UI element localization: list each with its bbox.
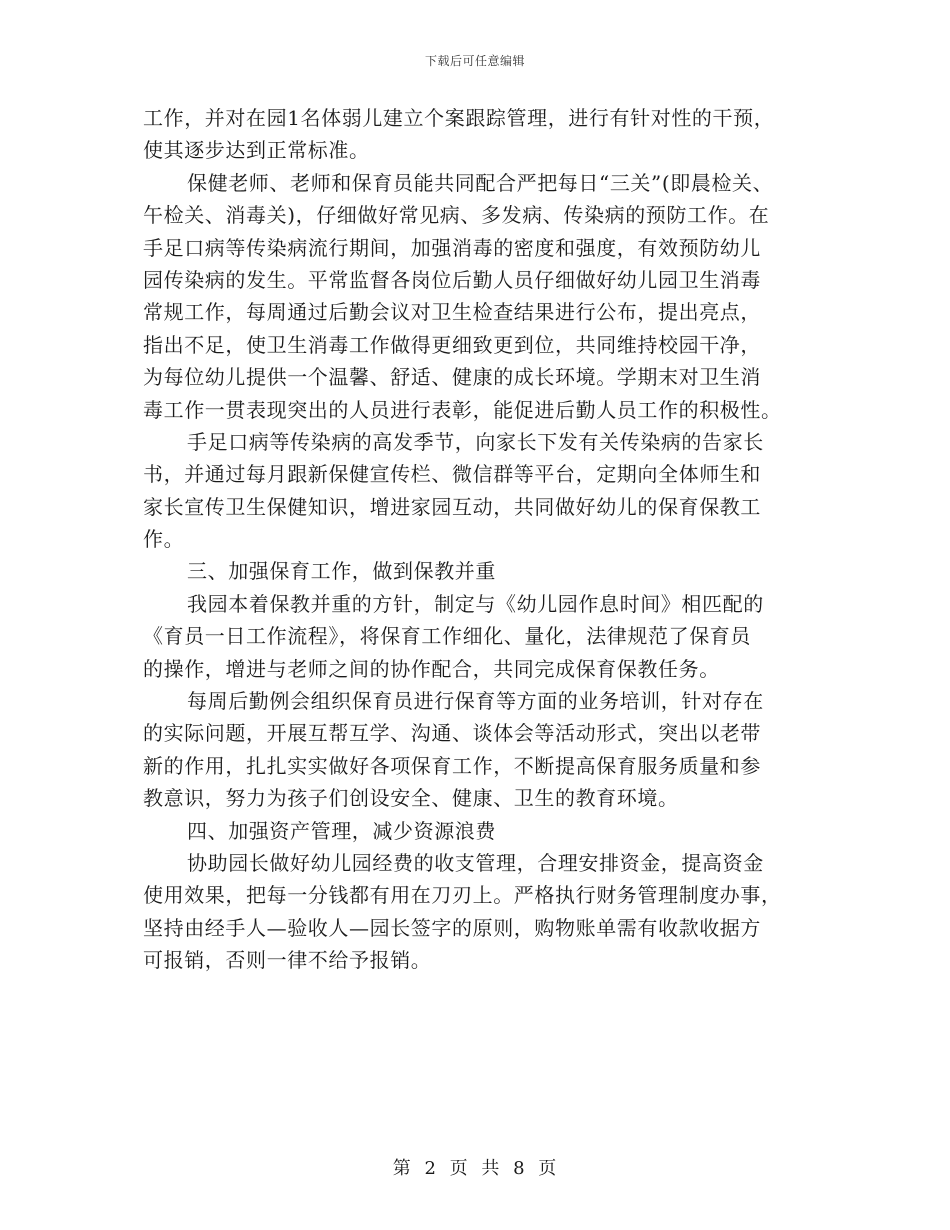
footer-suffix: 页 xyxy=(538,1158,558,1179)
body-line: 园传染病的发生。平常监督各岗位后勤人员仔细做好幼儿园卫生消毒 xyxy=(143,267,761,292)
body-line: 坚持由经手人—验收人—园长签字的原则，购物账单需有收款收据方 xyxy=(143,915,761,940)
section-heading: 四、加强资产管理，减少资源浪费 xyxy=(187,818,496,843)
body-line: 家长宣传卫生保健知识，增进家园互动，共同做好幼儿的保育保教工 xyxy=(143,494,761,519)
body-line: 毒工作一贯表现突出的人员进行表彰，能促进后勤人员工作的积极性。 xyxy=(143,397,782,422)
body-line: 手足口病等传染病流行期间，加强消毒的密度和强度，有效预防幼儿 xyxy=(143,235,761,260)
body-line: 每周后勤例会组织保育员进行保育等方面的业务培训，针对存在 xyxy=(187,689,764,714)
body-line: 新的作用，扎扎实实做好各项保育工作，不断提高保育服务质量和参 xyxy=(143,753,761,778)
body-line: 书，并通过每月跟新保健宣传栏、微信群等平台，定期向全体师生和 xyxy=(143,462,761,487)
document-body xyxy=(143,102,833,977)
body-line: 我园本着保教并重的方针，制定与《幼儿园作息时间》相匹配的 xyxy=(187,591,764,616)
body-line: 《育员一日工作流程》，将保育工作细化、量化，法律规范了保育员 xyxy=(143,624,751,649)
header-note: 下载后可任意编辑 xyxy=(424,54,525,68)
body-line: 工作，并对在园1名体弱儿建立个案跟踪管理，进行有针对性的干预， xyxy=(143,106,775,130)
body-line: 协助园长做好幼儿园经费的收支管理，合理安排资金，提高资金 xyxy=(187,850,764,875)
body-line: 保健老师、老师和保育员能共同配合严把每日“三关”(即晨检关、 xyxy=(187,170,774,195)
body-line: 常规工作，每周通过后勤会议对卫生检查结果进行公布，提出亮点， xyxy=(143,300,761,325)
body-line: 指出不足，使卫生消毒工作做得更细致更到位，共同维持校园干净， xyxy=(143,332,761,357)
footer-page-word: 页 xyxy=(449,1158,469,1179)
body-line: 的操作，增进与老师之间的协作配合，共同完成保育保教任务。 xyxy=(143,656,720,681)
footer-total-word: 共 xyxy=(481,1158,501,1179)
body-line: 午检关、消毒关)，仔细做好常见病、多发病、传染病的预防工作。在 xyxy=(143,203,770,228)
total-pages-number: 8 xyxy=(513,1158,526,1179)
body-line: 可报销，否则一律不给予报销。 xyxy=(143,948,432,973)
section-heading: 三、加强保育工作，做到保教并重 xyxy=(187,559,496,584)
body-line: 的实际问题，开展互帮互学、沟通、谈体会等活动形式，突出以老带 xyxy=(143,721,761,746)
current-page-number: 2 xyxy=(424,1158,437,1179)
body-line: 为每位幼儿提供一个温馨、舒适、健康的成长环境。学期末对卫生消 xyxy=(143,365,761,390)
page-number-footer xyxy=(0,1154,950,1180)
body-line: 手足口病等传染病的高发季节，向家长下发有关传染病的告家长 xyxy=(187,429,764,454)
body-line: 作。 xyxy=(143,527,185,552)
footer-prefix: 第 xyxy=(392,1158,412,1179)
body-line: 使用效果，把每一分钱都有用在刀刃上。严格执行财务管理制度办事， xyxy=(143,883,782,908)
body-line: 教意识，努力为孩子们创设安全、健康、卫生的教育环境。 xyxy=(143,786,679,811)
body-line: 使其逐步达到正常标准。 xyxy=(143,138,370,163)
